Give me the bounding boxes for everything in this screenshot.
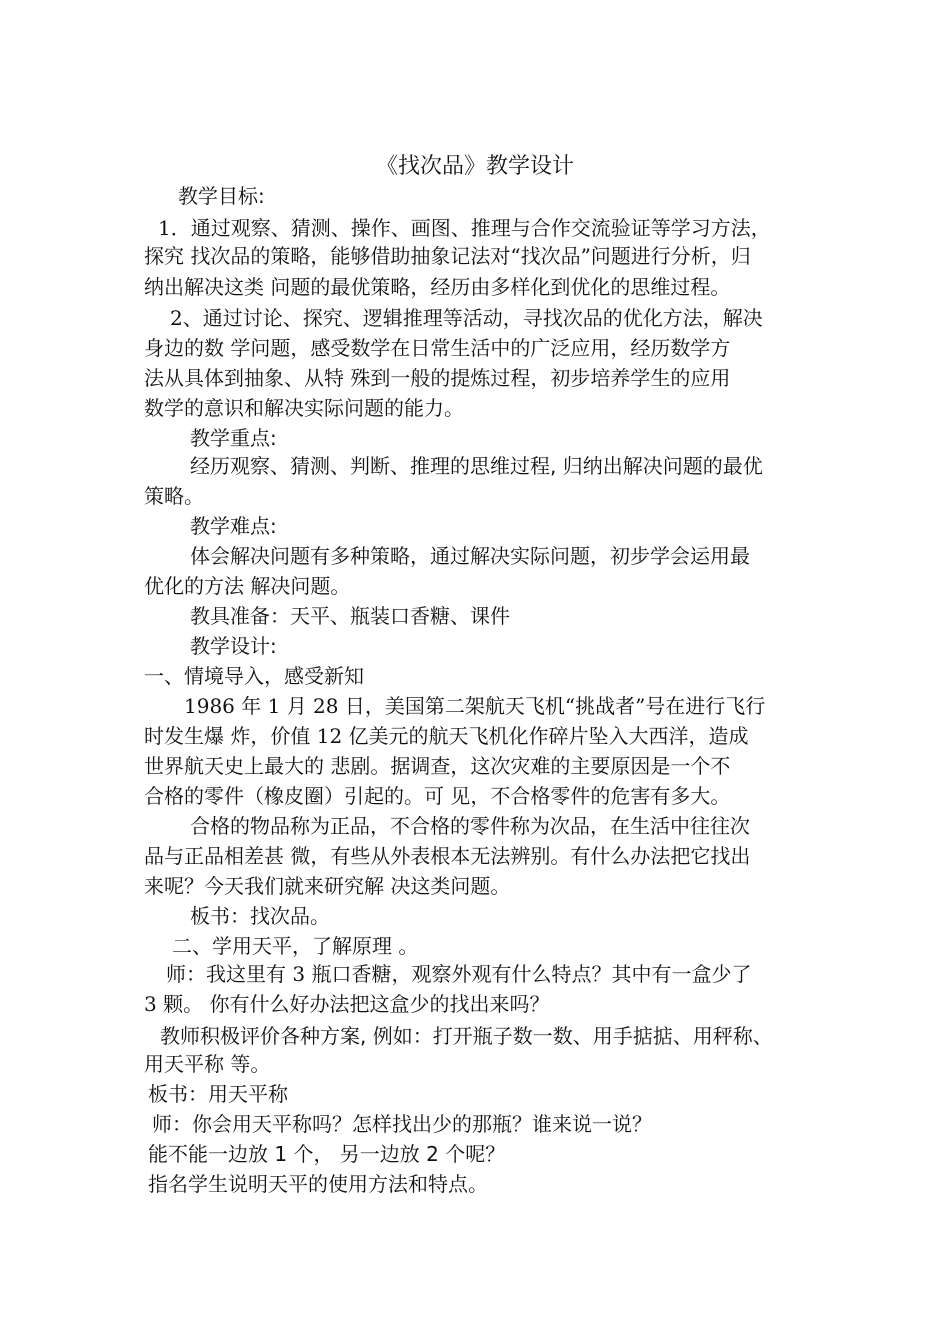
eval-line1: 教师积极评价各种方案, 例如：打开瓶子数一数、用手掂掂、用秤称、 (160, 1024, 773, 1048)
story-line1: 1986 年 1 月 28 日，美国第二架航天飞机“挑战者”号在进行飞行 (184, 694, 766, 718)
objective1-line3: 纳出解决这类 问题的最优策略，经历由多样化到优化的思维过程。 (144, 275, 731, 299)
story-line3: 世界航天史上最大的 悲剧。据调查，这次灾难的主要原因是一个不 (144, 754, 731, 778)
key-point-heading: 教学重点: (190, 426, 277, 450)
explain-line3: 来呢？今天我们就来研究解 决这类问题。 (144, 874, 511, 898)
objective1-line1: 1．通过观察、猜测、操作、画图、推理与合作交流验证等学习方法， (158, 216, 771, 240)
explain-line1: 合格的物品称为正品，不合格的零件称为次品，在生活中往往次 (190, 814, 750, 838)
difficulty-line2: 优化的方法 解决问题。 (144, 574, 351, 598)
teacher-question1: 师：你会用天平称吗？怎样找出少的那瓶？谁来说一说？ (152, 1112, 652, 1136)
objective2-line3: 法从具体到抽象、从特 殊到一般的提炼过程，初步培养学生的应用 (144, 366, 731, 390)
difficulty-heading: 教学难点: (190, 514, 277, 538)
teacher-question3: 指名学生说明天平的使用方法和特点。 (148, 1172, 488, 1196)
teacher-question2: 能不能一边放 1 个， 另一边放 2 个呢？ (148, 1142, 506, 1166)
objective2-line1: 2、通过讨论、探究、逻辑推理等活动，寻找次品的优化方法，解决 (170, 306, 763, 330)
objectives-heading: 教学目标: (178, 184, 265, 208)
key-point-line2: 策略。 (144, 484, 204, 508)
objective2-line2: 身边的数 学问题，感受数学在日常生活中的广泛应用，经历数学方 (144, 336, 731, 360)
explain-line2: 品与正品相差甚 微，有些从外表根本无法辨别。有什么办法把它找出 (144, 844, 751, 868)
story-line4: 合格的零件（橡皮圈）引起的。可 见，不合格零件的危害有多大。 (144, 784, 731, 808)
eval-line2: 用天平称 等。 (144, 1052, 271, 1076)
materials-line: 教具准备：天平、瓶装口香糖、课件 (190, 604, 510, 628)
objective1-line2: 探究 找次品的策略，能够借助抽象记法对“找次品”问题进行分析，归 (144, 244, 751, 268)
design-heading: 教学设计: (190, 634, 277, 658)
objective2-line4: 数学的意识和解决实际问题的能力。 (144, 396, 464, 420)
key-point-line1: 经历观察、猜测、判断、推理的思维过程, 归纳出解决问题的最优 (190, 454, 763, 478)
board-find-defective: 板书：找次品。 (190, 904, 330, 928)
section1-heading: 一、情境导入，感受新知 (144, 664, 364, 688)
section2-heading: 二、学用天平，了解原理 。 (172, 934, 419, 958)
board-use-balance: 板书：用天平称 (148, 1082, 288, 1106)
teacher-line1: 师：我这里有 3 瓶口香糖，观察外观有什么特点？其中有一盒少了 (166, 962, 752, 986)
document-title: 《找次品》教学设计 (375, 154, 574, 179)
difficulty-line1: 体会解决问题有多种策略，通过解决实际问题，初步学会运用最 (190, 544, 750, 568)
story-line2: 时发生爆 炸，价值 12 亿美元的航天飞机化作碎片坠入大西洋，造成 (144, 724, 749, 748)
teacher-line2: 3 颗。 你有什么好办法把这盒少的找出来吗？ (144, 992, 550, 1016)
